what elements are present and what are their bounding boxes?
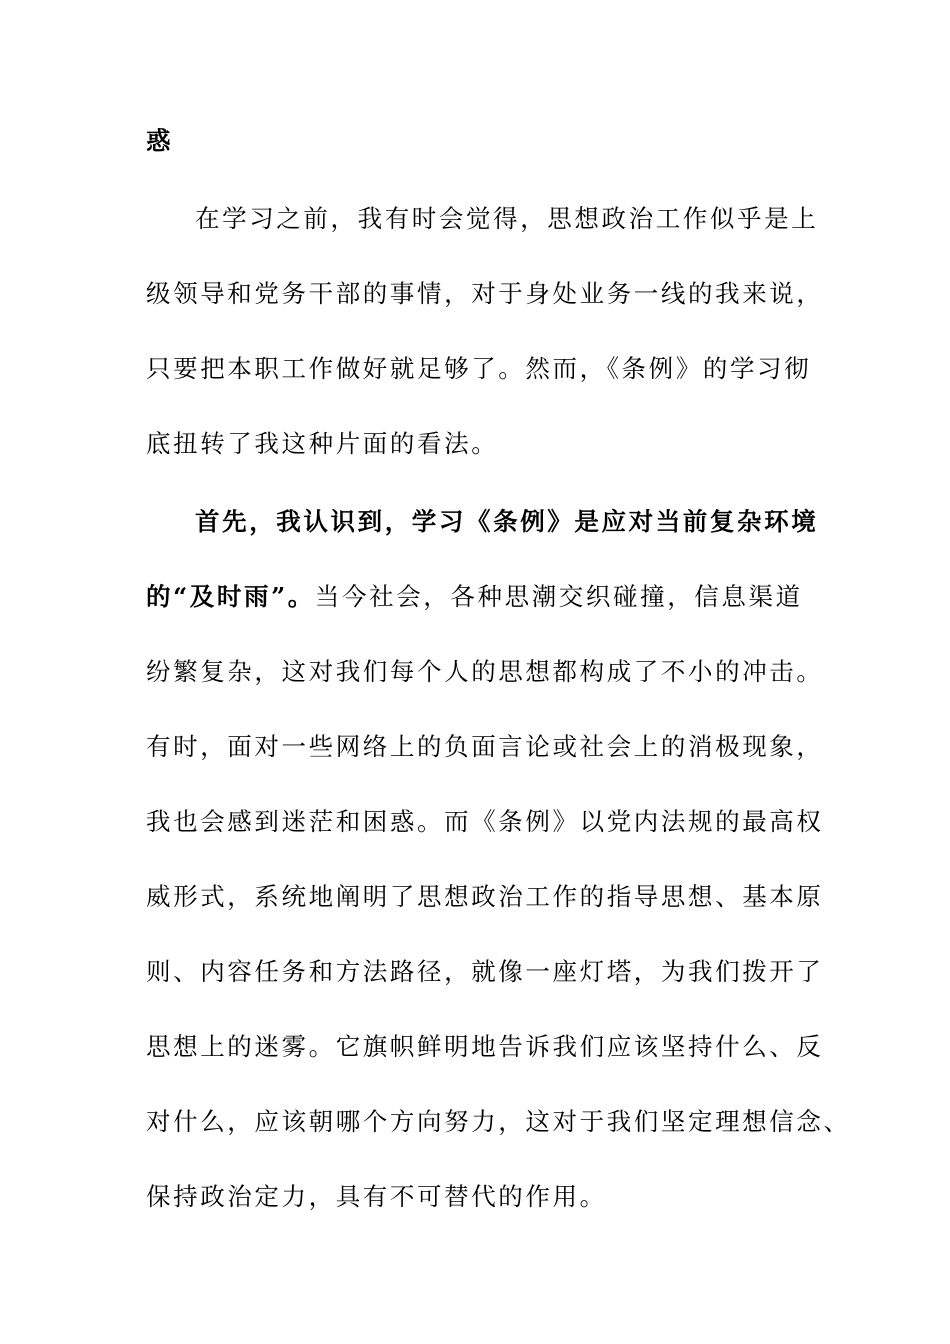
paragraph-1-line-1: 在学习之前，我有时会觉得，思想政治工作似乎是上 [195,204,819,233]
paragraph-2-line-9: 对什么，应该朝哪个方向努力，这对于我们坚定理想信念、 [146,1107,851,1136]
paragraph-1-line-4: 底扭转了我这种片面的看法。 [146,429,499,458]
paragraph-2-line-10: 保持政治定力，具有不可替代的作用。 [146,1182,607,1211]
paragraph-2-line-6: 威形式，系统地阐明了思想政治工作的指导思想、基本原 [146,882,824,911]
paragraph-2-line-3: 纷繁复杂，这对我们每个人的思想都构成了不小的冲击。 [146,657,824,686]
paragraph-2-line-8: 思想上的迷雾。它旗帜鲜明地告诉我们应该坚持什么、反 [146,1032,824,1061]
paragraph-2-line-5: 我也会感到迷茫和困惑。而《条例》以党内法规的最高权 [146,807,824,836]
paragraph-2-line-2-rest: 当今社会，各种思潮交织碰撞，信息渠道 [314,582,803,611]
paragraph-2-line-4: 有时，面对一些网络上的负面言论或社会上的消极现象， [146,732,824,761]
paragraph-2-line-2 [146,582,806,612]
paragraph-1-line-2: 级领导和党务干部的事情，对于身处业务一线的我来说， [146,279,824,308]
paragraph-2-line-7: 则、内容任务和方法路径，就像一座灯塔，为我们拨开了 [146,957,824,986]
paragraph-2-bold-line-2: 的“及时雨”。 [146,582,315,611]
paragraph-2-bold-line-1: 首先，我认识到，学习《条例》是应对当前复杂环境 [195,507,819,536]
heading-tail: 惑 [146,126,174,155]
paragraph-1-line-3: 只要把本职工作做好就足够了。然而，《条例》的学习彻 [146,354,812,383]
